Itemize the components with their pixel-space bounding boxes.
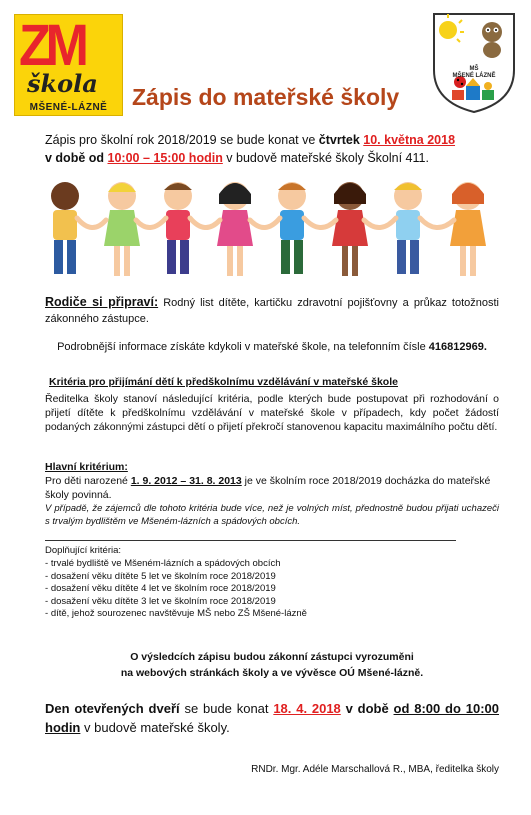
child-figure [450, 182, 486, 276]
signature: RNDr. Mgr. Adéle Marschallová R., MBA, ředitelka školy [251, 764, 499, 775]
list-item: - dosažení věku dítěte 4 let ve školním roce 2018/2019 [45, 583, 499, 596]
parents-paragraph: Rodiče si připraví: Rodný list dítěte, kartičku zdravotní pojišťovny a průkaz totožnosti zákonného zástupce. [45, 295, 499, 325]
child-figure [217, 182, 253, 276]
criteria-heading: Kritéria pro přijímání dětí k předškolnímu vzdělávání v mateřské škole [49, 376, 398, 388]
extra-criteria-heading: Doplňující kritéria: [45, 545, 122, 556]
shield-icon [428, 10, 520, 114]
extra-criteria-list [45, 558, 499, 621]
open-day-paragraph: Den otevřených dveří se bude konat 18. 4. 2018 v době od 8:00 do 10:00 hodin v budově mateřské školy. [45, 701, 500, 735]
list-item: - dosažení věku dítěte 3 let ve školním roce 2018/2019 [45, 596, 499, 609]
open-day-date: 18. 4. 2018 [273, 701, 341, 716]
results-notice: O výsledcích zápisu budou zákonní zástupci vyrozuměni na webových stránkách školy a ve vývěsce OÚ Mšené-lázně. [120, 651, 424, 679]
child-figure [164, 182, 192, 274]
child-figure [278, 182, 306, 274]
main-criterion-text: Pro děti narozené 1. 9. 2012 – 31. 8. 2013 je ve školním roce 2018/2019 docházka do mateřské školy povinná. [45, 475, 491, 501]
list-item: - dítě, jehož sourozenec navštěvuje MŠ nebo ZŠ Mšené-lázně [45, 608, 499, 621]
criteria-body: Ředitelka školy stanoví následující kritéria, podle kterých bude postupovat při rozhodování o přijetí dítěte k předškolnímu vzdělávání v mateřské škole v případech, kdy počet žádostí podaných zákonnými zástupci dětí o přijetí překročí stanovenou kapacitu maximálního počtu dětí. [45, 393, 499, 433]
main-criterion-heading: Hlavní kritérium: [45, 461, 128, 473]
intro-weekday: čtvrtek [318, 133, 360, 147]
open-day-time: od 8:00 do 10:00 hodin [45, 701, 500, 735]
logo-letters: ZM [19, 13, 84, 78]
logo-word: škola [27, 69, 98, 98]
parents-label: Rodiče si připraví: [45, 295, 159, 309]
intro-paragraph: Zápis pro školní rok 2018/2019 se bude konat ve čtvrtek 10. května 2018 v době od 10:00 – 15:00 hodin v budově mateřské školy Školní 411. [45, 133, 456, 165]
child-figure [394, 182, 422, 274]
school-logo-left [14, 14, 123, 116]
page-title: Zápis do mateřské školy [132, 84, 400, 110]
criterion-note: V případě, že zájemců dle tohoto kritéria bude více, než je volných míst, přednostně budou přijati uchazeči s trvalým bydlištěm ve Mšeném-lázních a spádových obcích. [45, 503, 499, 527]
phone-number: 416812969. [428, 341, 487, 353]
birth-date-range: 1. 9. 2012 – 31. 8. 2013 [130, 475, 242, 487]
child-figure [332, 182, 368, 276]
list-item: - dosažení věku dítěte 5 let ve školním roce 2018/2019 [45, 571, 499, 584]
list-item: - trvalé bydliště ve Mšeném-lázních a spádových obcích [45, 558, 499, 571]
child-figure [51, 182, 79, 274]
logo-place: MŠENÉ-LÁZNĚ [29, 102, 108, 113]
open-day-label: Den otevřených dveří [45, 701, 180, 716]
child-figure [104, 182, 140, 276]
intro-time: 10:00 – 15:00 hodin [107, 151, 223, 165]
logo-caption: MŠ MŠENÉ LÁZNĚ [452, 66, 496, 79]
info-line: Podrobnější informace získáte kdykoli v mateřské škole, na telefonním čísle 416812969. [57, 341, 487, 353]
intro-date: 10. května 2018 [363, 133, 456, 147]
school-logo-right [428, 10, 520, 114]
divider [45, 540, 456, 541]
children-holding-hands-illustration [40, 174, 500, 286]
